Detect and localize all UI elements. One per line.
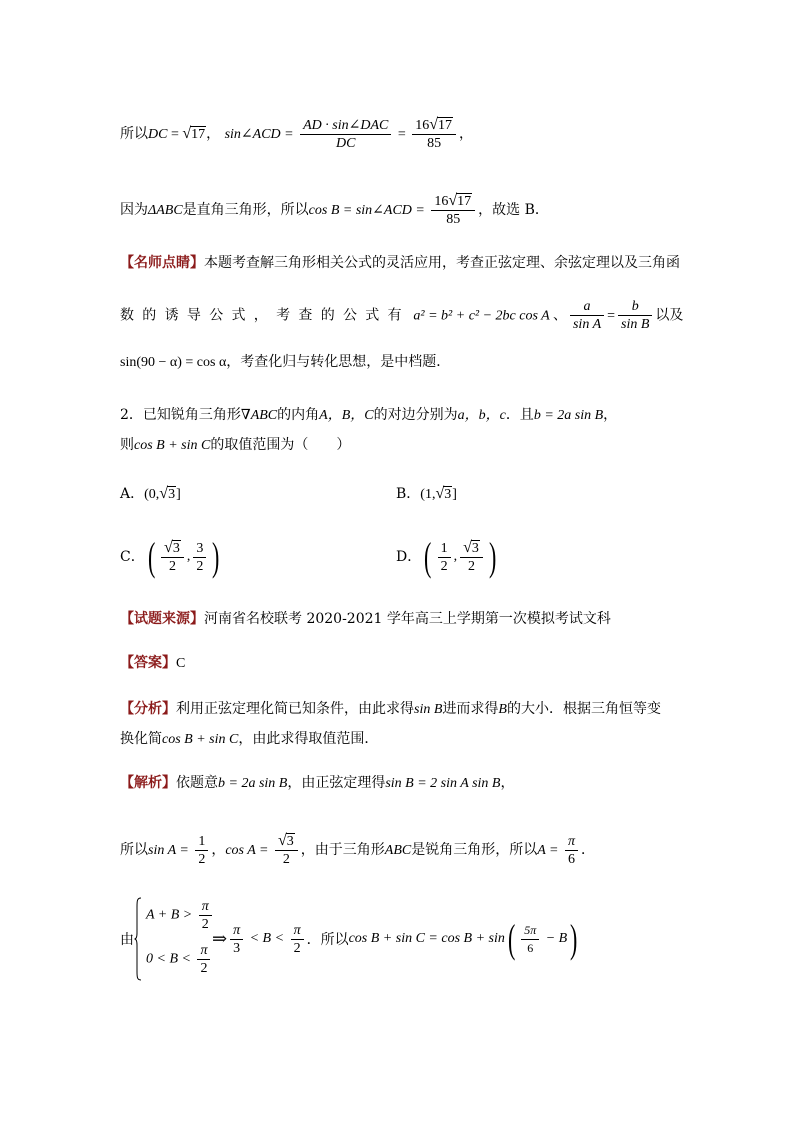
numerator [412,116,456,135]
implies-icon: ⇒ [212,928,228,949]
paren-right-icon: ) [488,534,497,579]
denominator: sin A [572,317,602,332]
paren-right-icon: ) [212,534,220,579]
numerator [275,832,298,851]
text-line-2 [120,192,549,228]
option-value: (1, [420,487,436,502]
numerator [431,192,475,211]
sqrt-icon: √ [164,539,173,556]
math-abc: ∇ABC [240,408,278,423]
answer-value: C [176,656,186,671]
sqrt-icon: √ [435,485,445,502]
fraction [618,298,652,333]
fraction [412,116,456,152]
text: ， [603,407,618,423]
option-c[interactable] [120,536,223,578]
math-expr: b = 2a sin B [218,776,288,791]
denominator: 2 [440,558,448,574]
math-expr: − B [542,931,568,946]
option-label: D． [396,549,422,565]
option-label: B． [396,486,421,502]
option-value: ] [176,487,181,502]
solution-line-1 [120,773,514,794]
text: 的对边分别为 [373,407,458,423]
num-text: 16 [434,194,449,209]
denominator: DC [336,135,356,151]
paren-right-icon: ) [570,916,578,961]
numerator: 1 [438,540,451,558]
math-radicand: 3 [168,487,176,502]
denominator: 2 [282,852,290,867]
solution-line-2 [120,832,595,868]
text: 则 [120,437,134,453]
math-radicand: 3 [444,487,452,502]
numerator: π [197,942,210,960]
paren-left-icon: ( [147,534,156,579]
text: 河南省名校联考 2020-2021 学年高三上学期第一次模拟考试文科 [204,611,611,627]
comma: , [453,549,458,564]
analysis-line-2 [120,729,378,750]
math-radicand: 17 [457,194,472,209]
system-row-1 [146,898,215,933]
numerator: b [618,298,652,316]
option-d[interactable] [396,536,499,578]
fraction [460,539,483,575]
option-label: C． [120,549,145,565]
text: 是锐角三角形，所以 [411,842,538,858]
text: 的大小．根据三角恒等变 [506,701,661,717]
numerator: AD · sin∠DAC [300,117,391,135]
text: ．所以 [306,932,349,948]
math-radicand: 3 [286,834,294,849]
fraction [195,833,208,868]
text: 进而求得 [442,701,499,717]
text: ，故选 B． [478,202,549,218]
option-value: ] [452,487,457,502]
math-radicand: 3 [471,541,479,556]
math-eq: = [167,127,183,142]
denominator: 6 [527,940,534,955]
fraction [275,832,298,868]
denominator: 85 [446,212,461,227]
math-abc: ΔABC [148,203,183,218]
denominator: 2 [201,917,209,932]
option-value: (0, [144,487,160,502]
sqrt-icon: √ [159,485,169,502]
section-tag: 【试题来源】 [120,611,204,627]
math-formula: sin(90 − α) = cos α [120,355,227,370]
question-line-2 [120,435,350,456]
text: ， [206,126,221,142]
section-tag: 【解析】 [120,775,176,791]
numerator: π [565,833,578,851]
fraction [565,833,578,868]
text: 所以 [120,842,148,858]
text: 换化简 [120,731,162,747]
math-abc: ABC [384,843,412,858]
text: 的内角 [277,407,320,423]
fraction [570,298,604,333]
tip-line-2 [120,298,683,333]
section-tag: 【答案】 [120,655,176,671]
math-eq: = [607,308,616,324]
comma: , [186,549,191,564]
math-condition: b = 2a sin B [533,408,604,423]
math-expr: cos A = [225,843,272,858]
numerator: π [291,922,304,940]
text: 因为 [120,202,148,218]
fraction [197,942,210,977]
math-expr: sin A = [148,843,193,858]
text: 数的诱导公式，考查的公式有 [120,307,410,324]
math-expr: A = [537,843,562,858]
math-expr: < B < [246,931,288,946]
math-expr: sin B [414,702,443,717]
math-expr: A + B > [146,907,196,923]
math-expr: sin B = 2 sin A sin B [385,776,501,791]
math-expr: cos B + sin C = cos B + sin [348,931,505,946]
denominator: 3 [233,940,241,956]
math-radicand: 3 [172,541,180,556]
math-expr: cos B + sin C [134,438,211,453]
denominator: 2 [293,940,301,956]
fraction [438,540,451,575]
text: ． [581,842,595,858]
denominator: sin B [621,317,650,332]
text: ， [459,126,474,142]
system-row-2 [146,942,213,977]
text: 所以 [120,126,148,142]
text: 的取值范围为（ ） [210,437,351,453]
text: 2．已知锐角三角形 [120,407,241,423]
text: ，由此求得取值范围． [238,731,379,747]
fraction [431,192,475,228]
text: 依题意 [176,775,218,791]
option-a[interactable] [120,484,181,505]
text: 本题考查解三角形相关公式的灵活应用，考查正弦定理、余弦定理以及三角函 [204,255,680,271]
text: 、 [552,307,567,324]
numerator: 3 [193,540,206,558]
denominator: 6 [567,851,575,867]
math-expr: cos B + sin C [162,732,239,747]
source-line [120,609,611,629]
answer-line [120,653,185,674]
text: ，由于三角形 [300,842,385,858]
section-tag: 【分析】 [120,701,176,717]
denominator: 2 [168,559,176,574]
option-b[interactable] [396,484,457,505]
text: ，由正弦定理得 [287,775,386,791]
denominator: 2 [198,851,206,867]
analysis-line-1 [120,699,661,720]
sqrt-icon: √ [429,116,439,133]
denominator: 85 [427,136,442,151]
math-expr: 0 < B < [146,951,195,967]
text: ， [500,775,515,791]
math-radicand: 17 [191,127,206,142]
tip-line-3 [120,352,450,373]
system-prefix [120,930,134,950]
math-dc: DC [148,127,168,142]
numerator: π [199,898,212,916]
math-vars: a，b，c [457,408,506,423]
text: 利用正弦定理化简已知条件，由此求得 [176,701,414,717]
text: ．且 [505,407,534,423]
section-tag: 【名师点睛】 [120,255,204,271]
fraction [199,898,212,933]
numerator [460,539,483,558]
text: 以及 [655,307,684,324]
fraction [521,922,539,957]
denominator: 2 [200,961,208,976]
math-formula: a² = b² + c² − 2bc cos A [409,308,553,324]
numerator [161,539,184,558]
denominator: 2 [467,559,475,574]
fraction [193,540,206,575]
numerator: 1 [195,833,208,851]
numerator: π [230,922,243,940]
text: ， [211,842,226,858]
paren-left-icon: ( [424,534,432,579]
denominator: 2 [196,558,204,574]
num-text: 16 [415,118,430,133]
sqrt-icon: √ [463,539,472,556]
text: 是直角三角形，所以 [182,202,309,218]
paren-left-icon: ( [507,916,516,961]
tip-line-1 [120,253,680,273]
sqrt-icon: √ [278,832,287,849]
math-cosb: cos B = sin∠ACD = [308,203,429,218]
fraction [291,922,304,957]
numerator: a [570,298,604,316]
math-vars: A，B，C [319,408,374,423]
text-line-1 [120,116,473,152]
text: ，考查化归与转化思想，是中档题． [226,354,451,370]
numerator: 5π [521,922,539,940]
fraction [300,117,391,152]
math-radicand: 17 [438,118,453,133]
brace-icon [134,897,142,981]
text: 由 [120,932,134,948]
option-label: A． [120,486,145,502]
sqrt-icon: √ [448,192,458,209]
fraction [230,922,243,957]
math-var: B [498,702,507,717]
sqrt-icon: √ [182,125,192,142]
system-result [212,918,581,960]
math-sin-acd: sin∠ACD = [224,127,298,142]
question-line-1 [120,405,617,426]
math-eq: = [394,127,410,142]
fraction [161,539,184,575]
